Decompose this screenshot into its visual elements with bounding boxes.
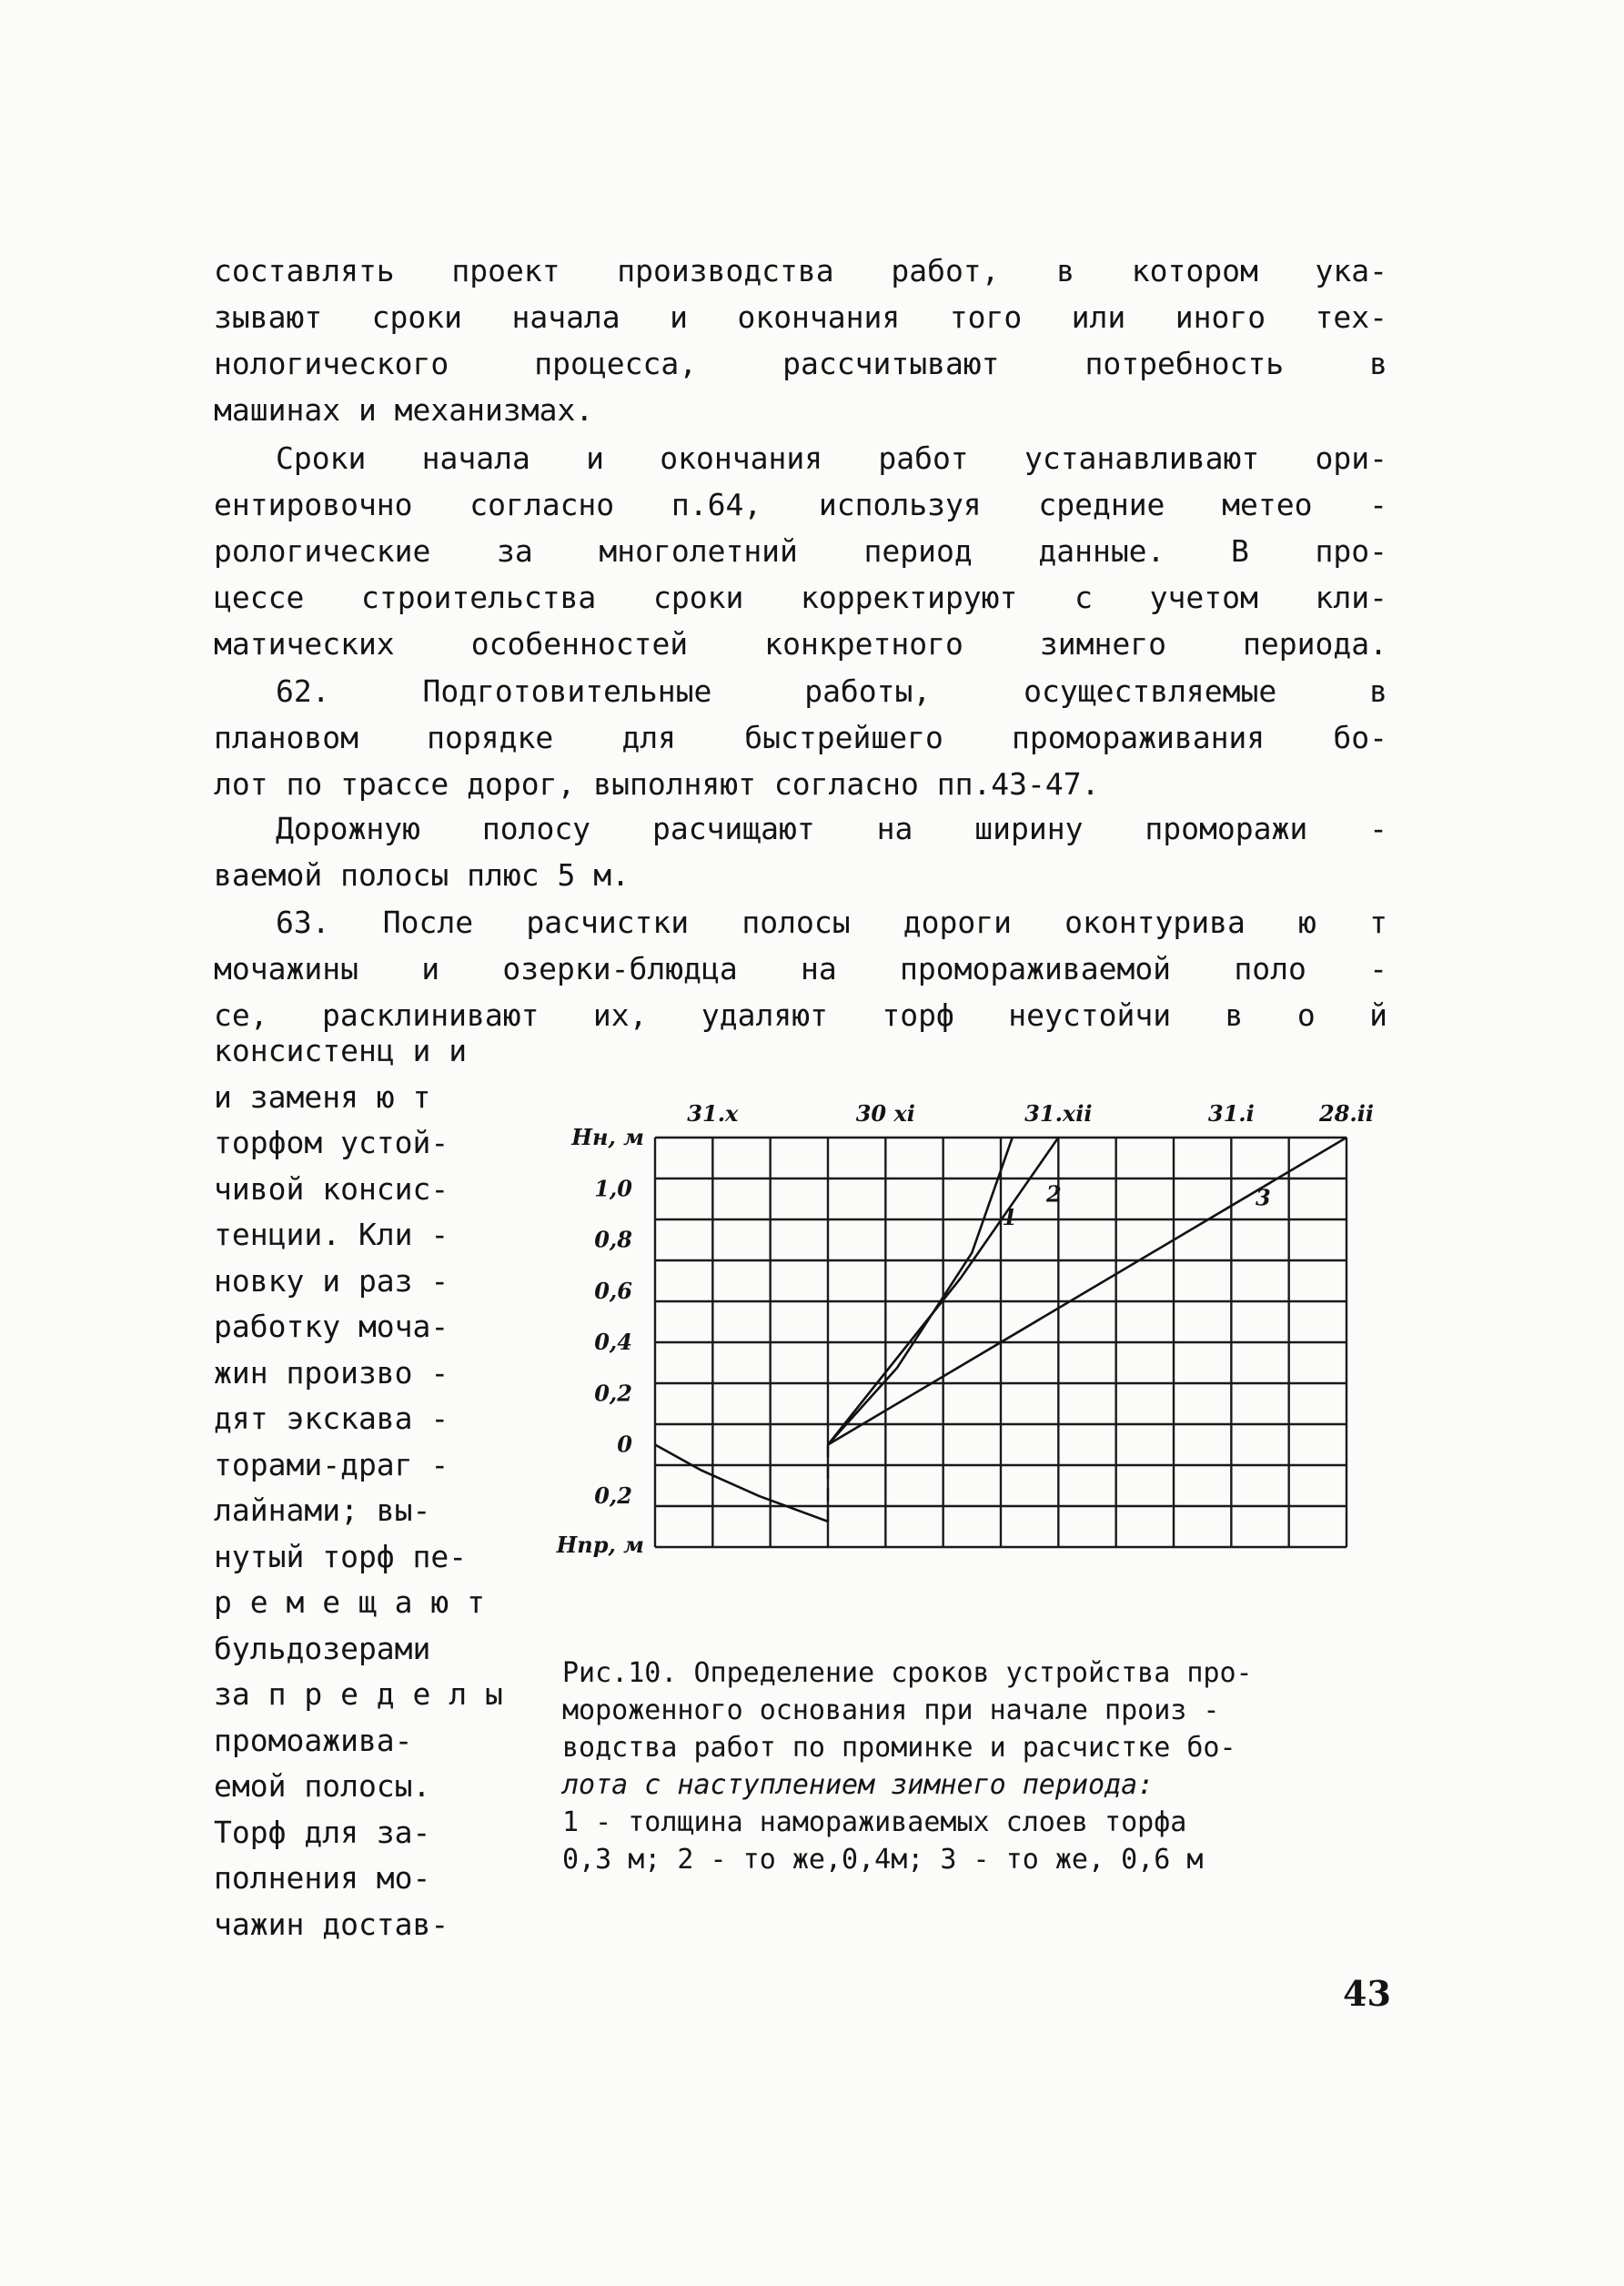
narrow-text-line: р е м е щ а ю т — [214, 1584, 486, 1620]
narrow-text-line: жин произво - — [214, 1354, 449, 1391]
narrow-text-line: Торф для за- — [214, 1814, 431, 1850]
caption-line: водства работ по проминке и расчистке бо- — [562, 1732, 1236, 1764]
page-number: 43 — [1343, 1973, 1391, 2014]
text-line: цессе строительства сроки корректируют с учетом кли- — [214, 580, 1387, 615]
narrow-text-column — [214, 1028, 514, 1947]
narrow-text-line: емой полосы. — [214, 1768, 431, 1804]
narrow-text-line: консистенц и и — [214, 1033, 468, 1068]
thaw-curve — [655, 1445, 828, 1522]
narrow-text-line: тенции. Кли - — [214, 1217, 449, 1252]
caption-line: Рис.10. Определение сроков устройства про- — [562, 1657, 1253, 1689]
text-line: 63. После расчистки полосы дороги оконтурива ю т — [276, 905, 1387, 940]
series-label: 2 — [1046, 1180, 1062, 1208]
text-line: ентировочно согласно п.64, используя средние метео - — [214, 487, 1387, 522]
narrow-text-line: новку и раз - — [214, 1262, 449, 1299]
y-tick-label: 0 — [617, 1431, 632, 1458]
x-tick-label: 31.i — [1207, 1100, 1255, 1127]
y-tick-label: 0,8 — [594, 1226, 632, 1253]
narrow-text-line: дят экскава - — [214, 1401, 449, 1436]
narrow-text-line: работку моча- — [214, 1309, 449, 1344]
series-label: 1 — [1002, 1203, 1018, 1230]
narrow-text-line: торфом устой- — [214, 1125, 449, 1160]
y-tick-label: 0,2 — [594, 1482, 632, 1509]
paragraph-5 — [214, 899, 1387, 1038]
text-line: Дорожную полосу расчищают на ширину проморажи - — [276, 811, 1387, 846]
series-label: 3 — [1256, 1184, 1271, 1211]
narrow-text-line: торами-драг - — [214, 1446, 449, 1482]
caption-legend-line: 0,3 м; 2 - то же,0,4м; 3 - то же, 0,6 м — [562, 1844, 1204, 1876]
narrow-text-line: чивой консис- — [214, 1170, 449, 1207]
text-line: Сроки начала и окончания работ устанавливают ори- — [276, 440, 1387, 476]
paragraph-1 — [214, 248, 1387, 433]
text-line: се, расклинивают их, удаляют торф неустойчи в о й — [214, 997, 1387, 1033]
text-line: 62. Подготовительные работы, осуществляемые в — [276, 673, 1387, 709]
narrow-text-line: лайнами; вы- — [214, 1492, 431, 1528]
text-line: матических особенностей конкретного зимнего периода. — [214, 626, 1387, 662]
narrow-text-line: и заменя ю т — [214, 1078, 431, 1115]
figure-caption — [562, 1654, 1399, 1878]
text-line: составлять проект производства работ, в котором ука- — [214, 253, 1387, 288]
narrow-text-line: полнения мо- — [214, 1860, 431, 1896]
y-tick-label: 0,6 — [594, 1277, 632, 1304]
text-line: ваемой полосы плюс 5 м. — [214, 857, 630, 893]
paragraph-4 — [214, 805, 1387, 898]
text-line: мочажины и озерки-блюдца на промораживаемой поло - — [214, 951, 1387, 986]
text-line: нологического процесса, рассчитывают потребность в — [214, 346, 1387, 381]
x-tick-label: 31.x — [687, 1100, 739, 1127]
x-tick-label: 31.xii — [1024, 1100, 1093, 1127]
x-tick-label: 28.ii — [1319, 1100, 1374, 1127]
y-tick-label: 0,2 — [594, 1380, 632, 1407]
y-axis-label-top: Hн, м — [571, 1124, 644, 1150]
paragraph-3 — [214, 668, 1387, 807]
y-tick-label: 0,4 — [594, 1329, 632, 1355]
freeze-chart — [546, 1074, 1374, 1583]
y-tick-label: 1,0 — [594, 1175, 632, 1202]
narrow-text-line: чажин достав- — [214, 1906, 449, 1942]
text-line: лот по трассе дорог, выполняют согласно пп.43-47. — [214, 766, 1100, 802]
paragraph-2 — [214, 435, 1387, 667]
x-tick-label: 30 xi — [855, 1100, 915, 1127]
narrow-text-line: бульдозерами — [214, 1630, 431, 1666]
caption-line: лота с наступлением зимнего периода: — [562, 1769, 1155, 1801]
caption-line: мороженного основания при начале произ - — [562, 1694, 1220, 1726]
narrow-text-line: нутый торф пе- — [214, 1538, 468, 1574]
text-line: машинах и механизмах. — [214, 392, 594, 428]
text-line: плановом порядке для быстрейшего промораживания бо- — [214, 720, 1387, 755]
text-line: рологические за многолетний период данные. В про- — [214, 533, 1387, 569]
narrow-text-line: промоажива- — [214, 1722, 413, 1758]
text-line: зывают сроки начала и окончания того или иного тех- — [214, 299, 1387, 335]
caption-legend-line: 1 - толщина намораживаемых слоев торфа — [562, 1806, 1187, 1838]
y-axis-label-bottom: Hпр, м — [556, 1532, 644, 1558]
series-line-1 — [828, 1138, 1013, 1445]
narrow-text-line: за п р е д е л ы — [214, 1676, 503, 1712]
